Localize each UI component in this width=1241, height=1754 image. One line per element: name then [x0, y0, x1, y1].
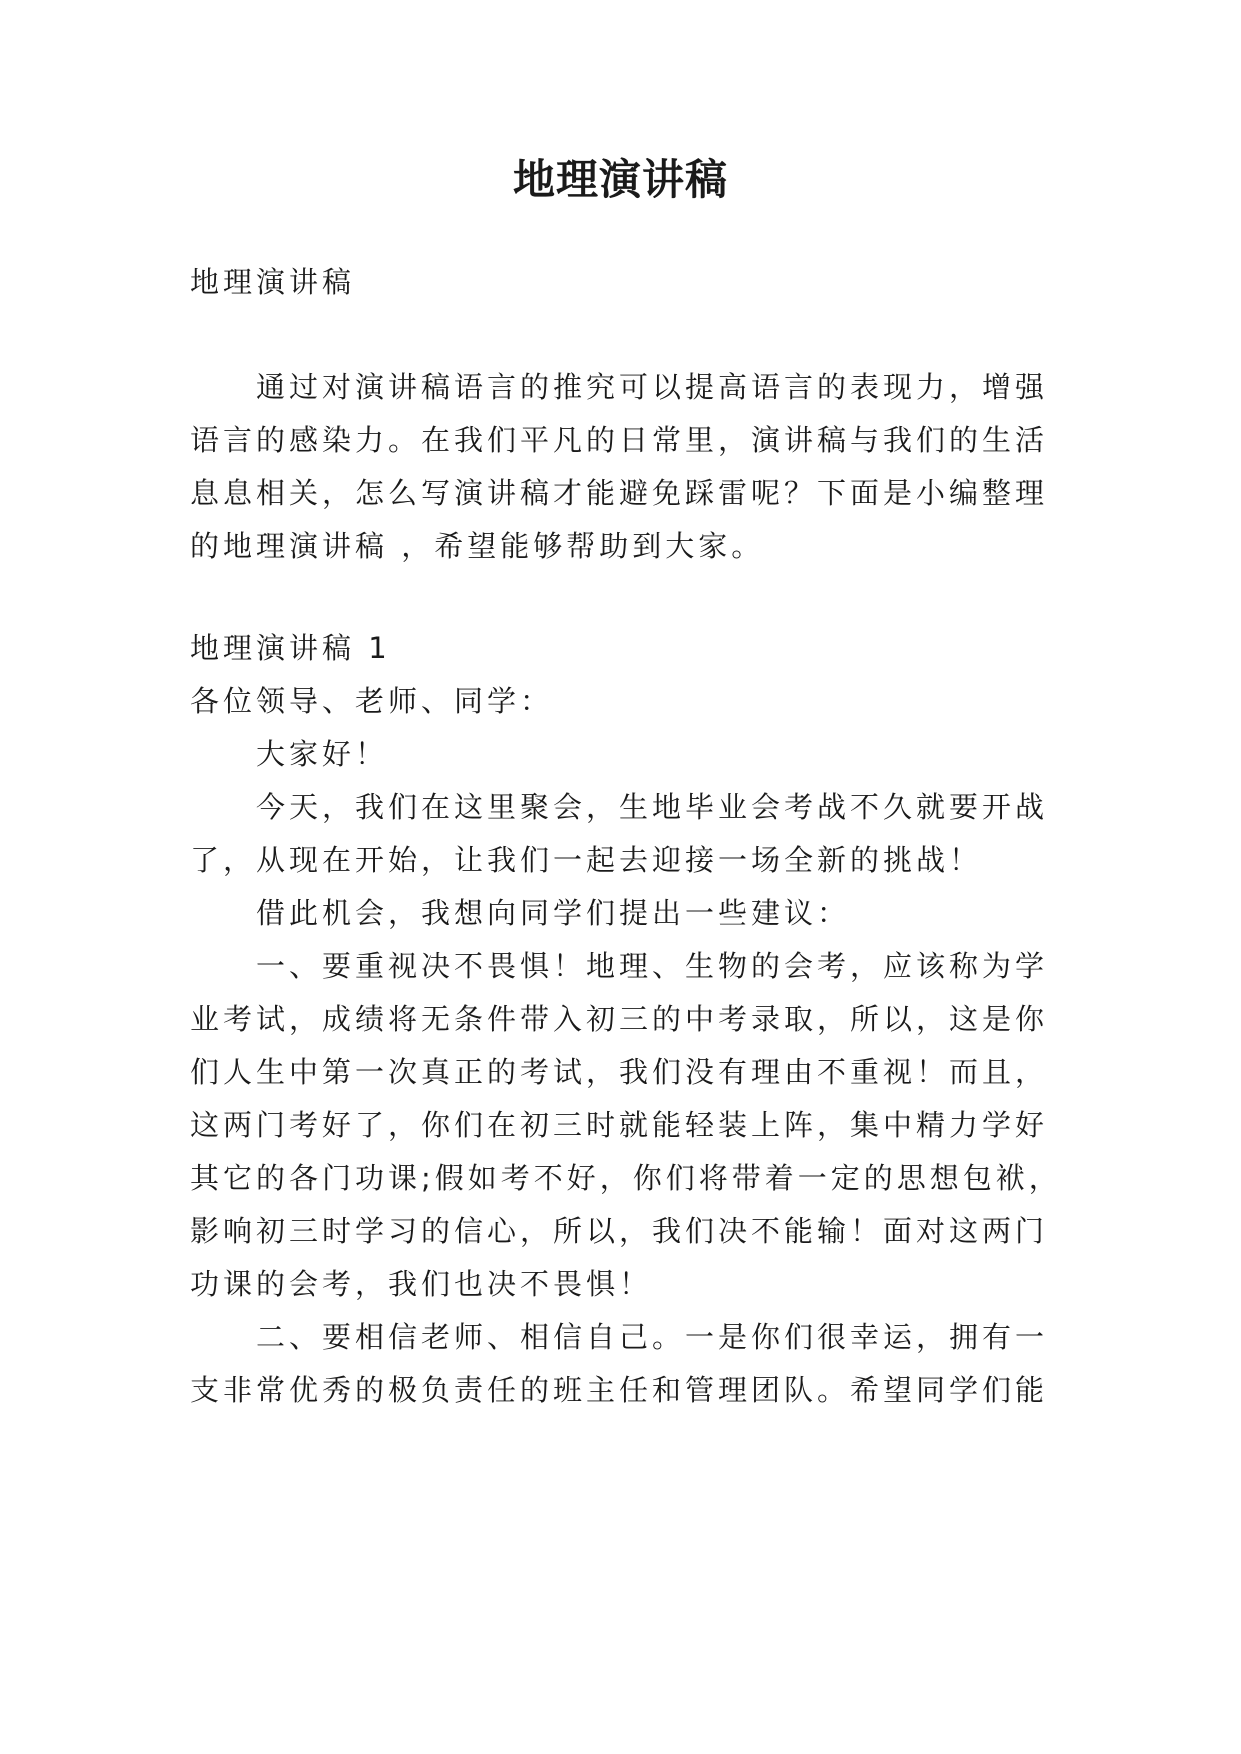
salutation: 各位领导、老师、同学： [190, 684, 554, 718]
para2-line-1: 借此机会，我想向同学们提出一些建议： [256, 896, 851, 930]
para3-line-2: 业考试，成绩将无条件带入初三的中考录取，所以，这是你 [190, 1002, 1049, 1036]
document-subtitle: 地理演讲稿 [190, 265, 356, 299]
para3-line-6: 影响初三时学习的信心，所以，我们决不能输！面对这两门 [190, 1214, 1049, 1248]
para4-line-2: 支非常优秀的极负责任的班主任和管理团队。希望同学们能 [190, 1373, 1049, 1407]
intro-line-2: 语言的感染力。在我们平凡的日常里，演讲稿与我们的生活 [190, 423, 1049, 457]
para3-line-5: 其它的各门功课;假如考不好，你们将带着一定的思想包袱， [190, 1161, 1062, 1195]
para4-line-1: 二、要相信老师、相信自己。一是你们很幸运，拥有一 [256, 1320, 1049, 1354]
para1-line-2: 了，从现在开始，让我们一起去迎接一场全新的挑战！ [190, 843, 983, 877]
para1-line-1: 今天，我们在这里聚会，生地毕业会考战不久就要开战 [256, 790, 1049, 824]
para3-line-1: 一、要重视决不畏惧！地理、生物的会考，应该称为学 [256, 949, 1049, 983]
document-title: 地理演讲稿 [512, 155, 728, 204]
para3-line-4: 这两门考好了，你们在初三时就能轻装上阵，集中精力学好 [190, 1108, 1049, 1142]
intro-line-3: 息息相关，怎么写演讲稿才能避免踩雷呢？下面是小编整理 [190, 476, 1049, 510]
intro-line-4: 的地理演讲稿 ，希望能够帮助到大家。 [190, 529, 765, 563]
section-heading: 地理演讲稿 1 [190, 631, 391, 665]
para3-line-3: 们人生中第一次真正的考试，我们没有理由不重视！而且， [190, 1055, 1049, 1089]
greeting: 大家好！ [256, 737, 389, 771]
intro-line-1: 通过对演讲稿语言的推究可以提高语言的表现力，增强 [256, 370, 1049, 404]
para3-line-7: 功课的会考，我们也决不畏惧！ [190, 1267, 653, 1301]
